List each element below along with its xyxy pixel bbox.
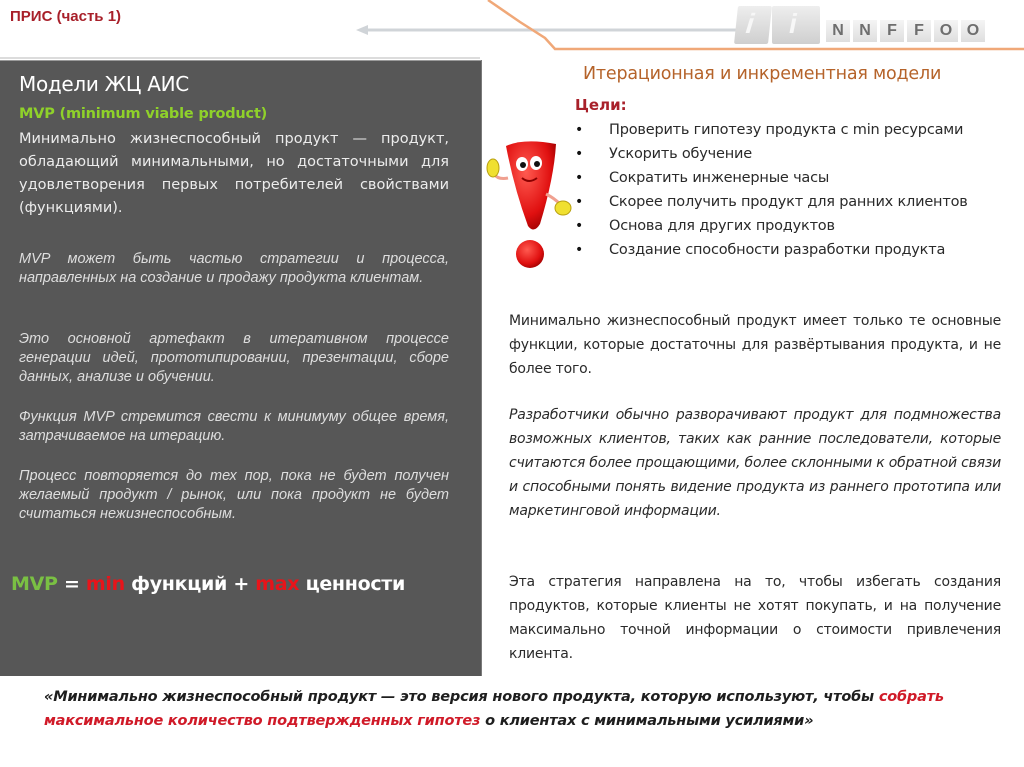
mvp-paragraph: MVP может быть частью стратегии и процесса, направленных на создание и продажу продукта клиентам.	[19, 251, 449, 286]
goal-item	[575, 190, 1015, 214]
quote-highlight: собрать максимальное количество подтвержденных гипотез	[44, 689, 944, 729]
formula-min: min	[85, 573, 125, 595]
mvp-paragraph: Это основной артефакт в итеративном процессе генерации идей, прототипировании, презентации, сборе данных, анализе и обучении.	[19, 331, 449, 385]
mvp-quote	[44, 685, 1004, 733]
goal-text: Ускорить обучение	[609, 146, 752, 162]
goal-text: Сократить инженерные часы	[609, 170, 830, 186]
formula-value: ценности	[299, 573, 406, 595]
goals-list	[575, 118, 1015, 262]
logo-letter: i	[789, 8, 797, 39]
panel-subheading: MVP (minimum viable product)	[19, 106, 268, 122]
mvp-definition-panel	[0, 60, 481, 676]
bullet-icon: •	[575, 122, 584, 138]
iterative-model-panel	[481, 60, 1024, 676]
formula-functions: функций +	[124, 573, 256, 595]
goal-text: Создание способности разработки продукта	[609, 242, 946, 258]
logo-letters	[826, 20, 985, 42]
goal-item	[575, 142, 1015, 166]
goal-item	[575, 238, 1015, 262]
goal-text: Проверить гипотезу продукта с min ресурсами	[609, 122, 964, 138]
goal-text: Скорее получить продукт для ранних клиентов	[609, 194, 968, 210]
exclamation-mascot-icon	[484, 138, 576, 273]
panel-heading: Модели ЖЦ АИС	[19, 72, 189, 96]
bullet-icon: •	[575, 242, 584, 258]
logo-letter: i	[744, 8, 756, 39]
bullet-icon: •	[575, 170, 584, 186]
logo-letter: F	[907, 20, 931, 42]
arrow-head-icon	[356, 25, 368, 35]
developers-paragraph: Разработчики обычно разворачивают продукт для подмножества возможных клиентов, таких как ранние последователи, которые считаются более прощающими, более склонными к обратной связи и способными понять видение продукта из раннего прототипа или маркетинговой информации.	[509, 407, 1002, 519]
logo-letter: O	[961, 20, 985, 42]
logo-letter: N	[853, 20, 877, 42]
formula-max: max	[255, 573, 300, 595]
mvp-definition-text: Минимально жизнеспособный продукт — продукт, обладающий минимальными, но достаточными для удовлетворения первых потребителей свойствами (функциями).	[19, 131, 449, 216]
strategy-paragraph: Эта стратегия направлена на то, чтобы избегать создания продуктов, которые клиенты не хотят покупать, и на получение максимально точной информации о стоимости привлечения клиента.	[509, 574, 1001, 662]
mvp-paragraph: Функция MVP стремится свести к минимуму общее время, затрачиваемое на итерацию.	[19, 409, 449, 444]
mvp-formula	[11, 573, 405, 595]
infoo-logo	[736, 6, 996, 46]
goal-item	[575, 214, 1015, 238]
logo-letter: N	[826, 20, 850, 42]
bullet-icon: •	[575, 146, 584, 162]
logo-cube	[734, 6, 772, 44]
bullet-icon: •	[575, 218, 584, 234]
goal-item	[575, 166, 1015, 190]
slide-title: ПРИС (часть 1)	[10, 8, 122, 25]
formula-mvp: MVP	[11, 573, 58, 595]
quote-part: о клиентах с минимальными усилиями»	[480, 713, 814, 729]
mvp-description-paragraph: Минимально жизнеспособный продукт имеет только те основные функции, которые достаточны для развёртывания продукта, и не более того.	[509, 313, 1001, 377]
logo-letter: F	[880, 20, 904, 42]
section-title: Итерационная и инкрементная модели	[583, 64, 942, 84]
logo-letter: O	[934, 20, 958, 42]
goals-label: Цели:	[575, 96, 627, 114]
goal-item	[575, 118, 1015, 142]
goal-text: Основа для других продуктов	[609, 218, 835, 234]
quote-part: «Минимально жизнеспособный продукт — это версия нового продукта, которую используют, чтобы	[44, 689, 879, 705]
mvp-paragraph: Процесс повторяется до тех пор, пока не будет получен желаемый продукт / рынок, или пока продукт не будет считаться нежизнеспособным.	[19, 468, 449, 522]
bullet-icon: •	[575, 194, 584, 210]
formula-eq: =	[57, 573, 86, 595]
logo-cube	[772, 6, 820, 44]
